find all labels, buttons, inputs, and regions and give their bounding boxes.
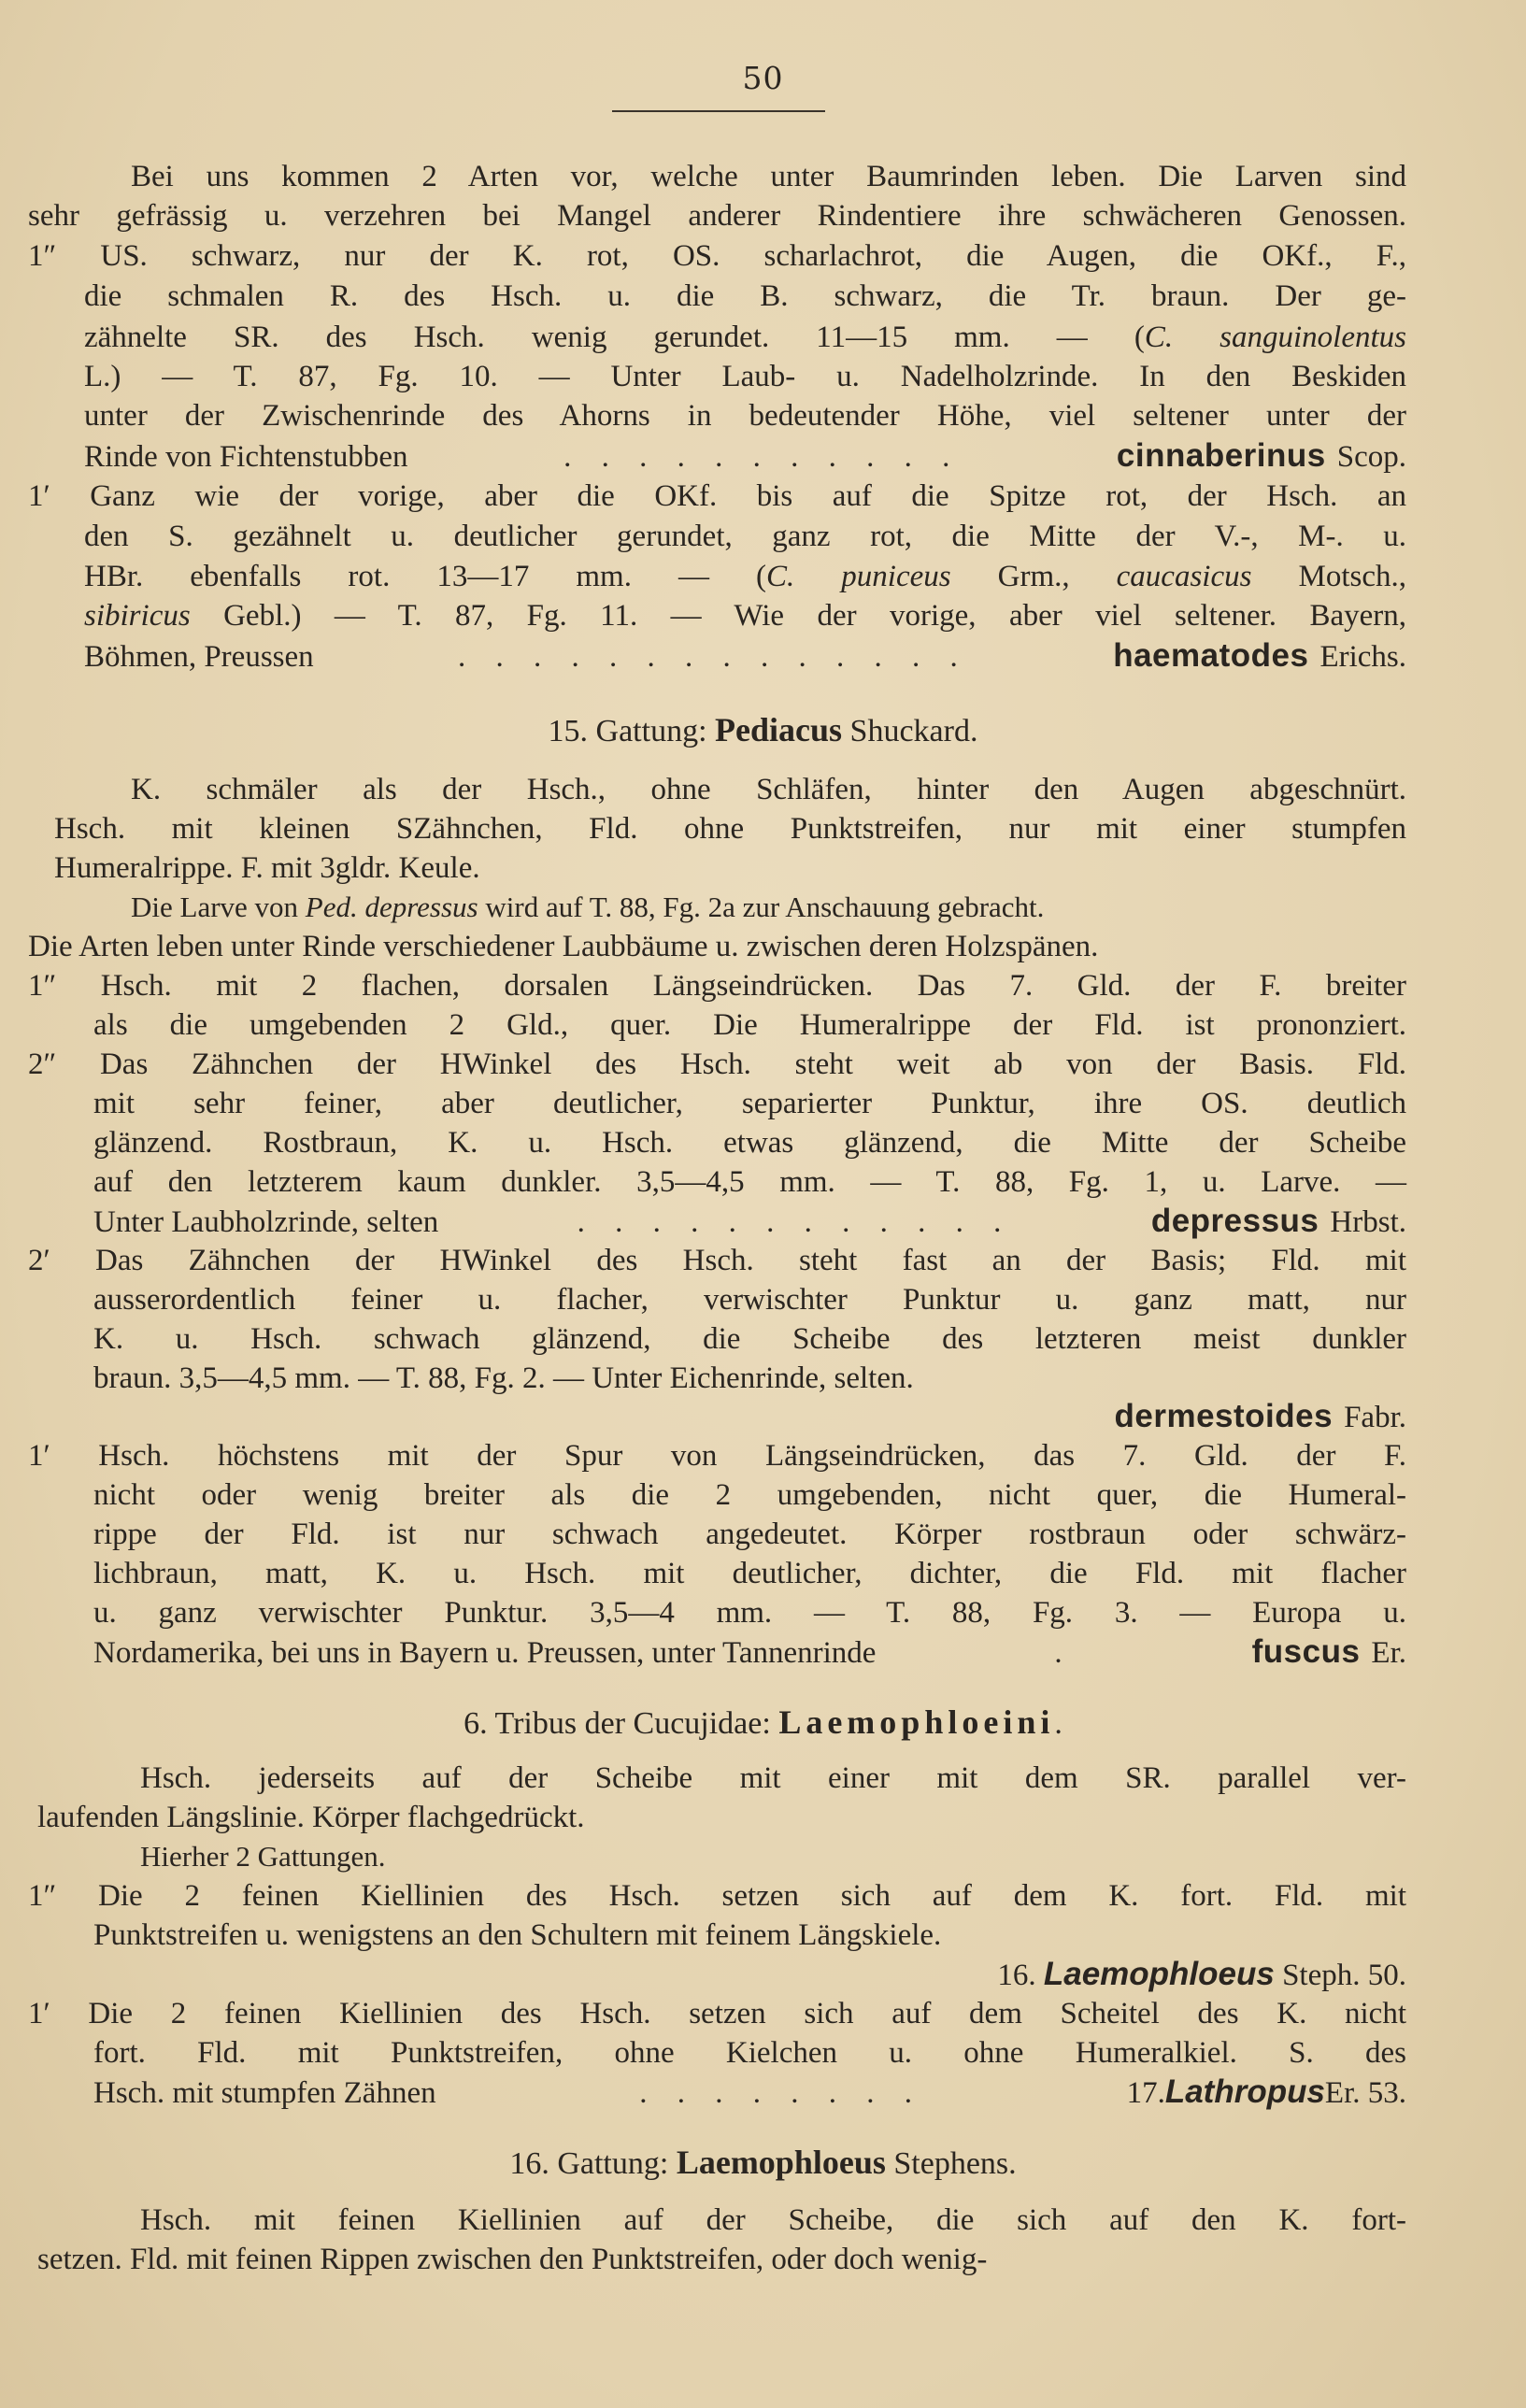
- key-result-line: [0, 2073, 1526, 2112]
- text-fragment: Motsch.,: [1251, 560, 1406, 593]
- text-line: 1′ Ganz wie der vorige, aber die OKf. bis auf die Spitze rot, der Hsch. an: [28, 479, 1406, 513]
- entry-text: Böhmen, Preussen: [84, 640, 314, 674]
- genus-name: Pediacus: [715, 711, 843, 748]
- text-line: 1′ Hsch. höchstens mit der Spur von Längseindrücken, das 7. Gld. der F.: [28, 1439, 1406, 1473]
- genus-name: Laemophloeus: [676, 2144, 886, 2181]
- species-entry-line: [0, 1632, 1526, 1672]
- text-line: sehr gefrässig u. verzehren bei Mangel anderer Rindentiere ihre schwächeren Genossen.: [28, 199, 1406, 233]
- text-line: 1″ Die 2 feinen Kiellinien des Hsch. setzen sich auf dem K. fort. Fld. mit: [28, 1879, 1406, 1913]
- key-result-number: 17.: [1126, 2076, 1165, 2110]
- text-line: den S. gezähnelt u. deutlicher gerundet, ganz rot, die Mitte der V.-, M-. u.: [84, 520, 1406, 553]
- text-line: Hierher 2 Gattungen.: [140, 1840, 386, 1873]
- species-citation: C. sanguinolentus: [1144, 321, 1406, 354]
- heading-prefix: 6. Tribus der Cucujidae:: [464, 1706, 779, 1741]
- species-entry-line: [0, 1202, 1526, 1241]
- species-citation: caucasicus: [1116, 560, 1252, 593]
- text-line: 2″ Das Zähnchen der HWinkel des Hsch. steht weit ab von der Basis. Fld.: [28, 1047, 1406, 1081]
- genus-name: Lathropus: [1164, 2073, 1325, 2110]
- text-line: ausserordentlich feiner u. flacher, verwischter Punktur u. ganz matt, nur: [93, 1283, 1406, 1317]
- heading-author: Shuckard.: [842, 714, 978, 748]
- text-line: 1″ US. schwarz, nur der K. rot, OS. scharlachrot, die Augen, die OKf., F.,: [28, 239, 1406, 273]
- species-citation: sibiricus: [84, 599, 191, 633]
- text-fragment: Gebl.) — T. 87, Fg. 11. — Wie der vorige, aber viel seltener. Bayern,: [190, 599, 1406, 633]
- leader-dots: .: [1054, 1636, 1074, 1670]
- heading-prefix: 15. Gattung:: [548, 714, 716, 748]
- text-line: rippe der Fld. ist nur schwach angedeutet. Körper rostbraun oder schwärz-: [93, 1517, 1406, 1551]
- text-line: Bei uns kommen 2 Arten vor, welche unter Baumrinden leben. Die Larven sind: [131, 160, 1406, 193]
- text-line: [0, 596, 1526, 635]
- entry-text: Nordamerika, bei uns in Bayern u. Preussen, unter Tannenrinde: [93, 1636, 877, 1670]
- text-line: Die Arten leben unter Rinde verschiedener Laubbäume u. zwischen deren Holzspänen.: [28, 930, 1099, 963]
- species-author: Scop.: [1336, 440, 1406, 474]
- entry-text: Hsch. mit stumpfen Zähnen: [93, 2076, 436, 2110]
- species-citation: C. puniceus: [766, 560, 951, 593]
- species-entry-line: [0, 636, 1526, 676]
- text-fragment: Grm.,: [950, 560, 1117, 593]
- species-name: cinnaberinus: [1116, 437, 1326, 474]
- text-fragment: HBr. ebenfalls rot. 13—17 mm. — (: [84, 560, 767, 593]
- section-heading: [0, 2143, 1526, 2182]
- text-line: [0, 318, 1526, 357]
- key-result-number: 16.: [997, 1959, 1044, 1992]
- heading-author: Stephens.: [885, 2146, 1017, 2181]
- leader-dots: . . . . . . . . . . . .: [577, 1205, 1013, 1239]
- text-line: Hsch. jederseits auf der Scheibe mit einer mit dem SR. parallel ver-: [140, 1761, 1406, 1795]
- key-result-reference: Er. 53.: [1324, 2076, 1406, 2110]
- text-line: Hsch. mit feinen Kiellinien auf der Scheibe, die sich auf den K. fort-: [140, 2203, 1406, 2237]
- text-line: 1″ Hsch. mit 2 flachen, dorsalen Längseindrücken. Das 7. Gld. der F. breiter: [28, 969, 1406, 1003]
- text-line: setzen. Fld. mit feinen Rippen zwischen den Punktstreifen, oder doch wenig-: [37, 2243, 988, 2276]
- text-line: Punktstreifen u. wenigstens an den Schultern mit feinem Längskiele.: [93, 1918, 942, 1952]
- leader-dots: . . . . . . . .: [639, 2076, 923, 2110]
- key-result-reference: Steph. 50.: [1274, 1959, 1406, 1992]
- text-line: als die umgebenden 2 Gld., quer. Die Humeralrippe der Fld. ist prononziert.: [93, 1008, 1406, 1042]
- text-line: unter der Zwischenrinde des Ahorns in bedeutender Höhe, viel seltener unter der: [84, 399, 1406, 433]
- page-number: 50: [742, 60, 784, 96]
- genus-name: Laemophloeus: [1043, 1956, 1275, 1992]
- key-result-line: [0, 1955, 1526, 1994]
- text-fragment: zähnelte SR. des Hsch. wenig gerundet. 11—15 mm. — (: [84, 321, 1145, 354]
- heading-prefix: 16. Gattung:: [509, 2146, 677, 2181]
- text-line: 1′ Die 2 feinen Kiellinien des Hsch. setzen sich auf dem Scheitel des K. nicht: [28, 1997, 1406, 2030]
- species-author: Fabr.: [1344, 1401, 1406, 1434]
- species-citation: Ped. depressus: [305, 891, 478, 923]
- entry-text: Unter Laubholzrinde, selten: [93, 1205, 439, 1239]
- text-line: [0, 557, 1526, 596]
- text-line: Humeralrippe. F. mit 3gldr. Keule.: [54, 851, 480, 885]
- text-line: nicht oder wenig breiter als die 2 umgebenden, nicht quer, die Humeral-: [93, 1478, 1406, 1512]
- text-line: lichbraun, matt, K. u. Hsch. mit deutlicher, dichter, die Fld. mit flacher: [93, 1557, 1406, 1590]
- text-fragment: wird auf T. 88, Fg. 2a zur Anschauung gebracht.: [478, 891, 1045, 923]
- text-line: die schmalen R. des Hsch. u. die B. schwarz, die Tr. braun. Der ge-: [84, 279, 1406, 313]
- leader-dots: . . . . . . . . . . . . . .: [458, 640, 969, 674]
- species-name: dermestoides: [1114, 1398, 1333, 1434]
- species-name: depressus: [1150, 1203, 1319, 1239]
- page-number-rule: [612, 110, 825, 112]
- genus-name: Laemophloeini: [778, 1703, 1055, 1741]
- text-line: fort. Fld. mit Punktstreifen, ohne Kielchen u. ohne Humeralkiel. S. des: [93, 2036, 1406, 2070]
- text-line: auf den letzterem kaum dunkler. 3,5—4,5 mm. — T. 88, Fg. 1, u. Larve. —: [93, 1165, 1406, 1199]
- species-author: Erichs.: [1319, 640, 1406, 674]
- text-line: L.) — T. 87, Fg. 10. — Unter Laub- u. Nadelholzrinde. In den Beskiden: [84, 360, 1406, 393]
- text-line: [0, 888, 1526, 927]
- section-heading: [0, 1703, 1526, 1742]
- section-heading: [0, 710, 1526, 749]
- species-name: haematodes: [1113, 637, 1309, 674]
- species-author: Hrbst.: [1330, 1205, 1406, 1239]
- text-line: K. u. Hsch. schwach glänzend, die Scheibe des letzteren meist dunkler: [93, 1322, 1406, 1356]
- text-line: 2′ Das Zähnchen der HWinkel des Hsch. steht fast an der Basis; Fld. mit: [28, 1244, 1406, 1277]
- species-entry-line: [0, 1397, 1526, 1436]
- species-author: Er.: [1371, 1636, 1406, 1670]
- species-name: fuscus: [1251, 1633, 1361, 1670]
- leader-dots: . . . . . . . . . . .: [563, 440, 962, 474]
- text-line: laufenden Längslinie. Körper flachgedrückt.: [37, 1801, 585, 1834]
- text-line: Hsch. mit kleinen SZähnchen, Fld. ohne Punktstreifen, nur mit einer stumpfen: [54, 812, 1406, 846]
- entry-text: Rinde von Fichtenstubben: [84, 440, 408, 474]
- text-line: mit sehr feiner, aber deutlicher, separierter Punktur, ihre OS. deutlich: [93, 1087, 1406, 1120]
- text-line: u. ganz verwischter Punktur. 3,5—4 mm. — T. 88, Fg. 3. — Europa u.: [93, 1596, 1406, 1630]
- text-line: braun. 3,5—4,5 mm. — T. 88, Fg. 2. — Unter Eichenrinde, selten.: [93, 1361, 914, 1395]
- text-line: glänzend. Rostbraun, K. u. Hsch. etwas glänzend, die Mitte der Scheibe: [93, 1126, 1406, 1160]
- heading-author: .: [1054, 1706, 1062, 1741]
- text-line: K. schmäler als der Hsch., ohne Schläfen, hinter den Augen abgeschnürt.: [131, 773, 1406, 806]
- text-fragment: Die Larve von: [131, 891, 306, 923]
- species-entry-line: [0, 436, 1526, 476]
